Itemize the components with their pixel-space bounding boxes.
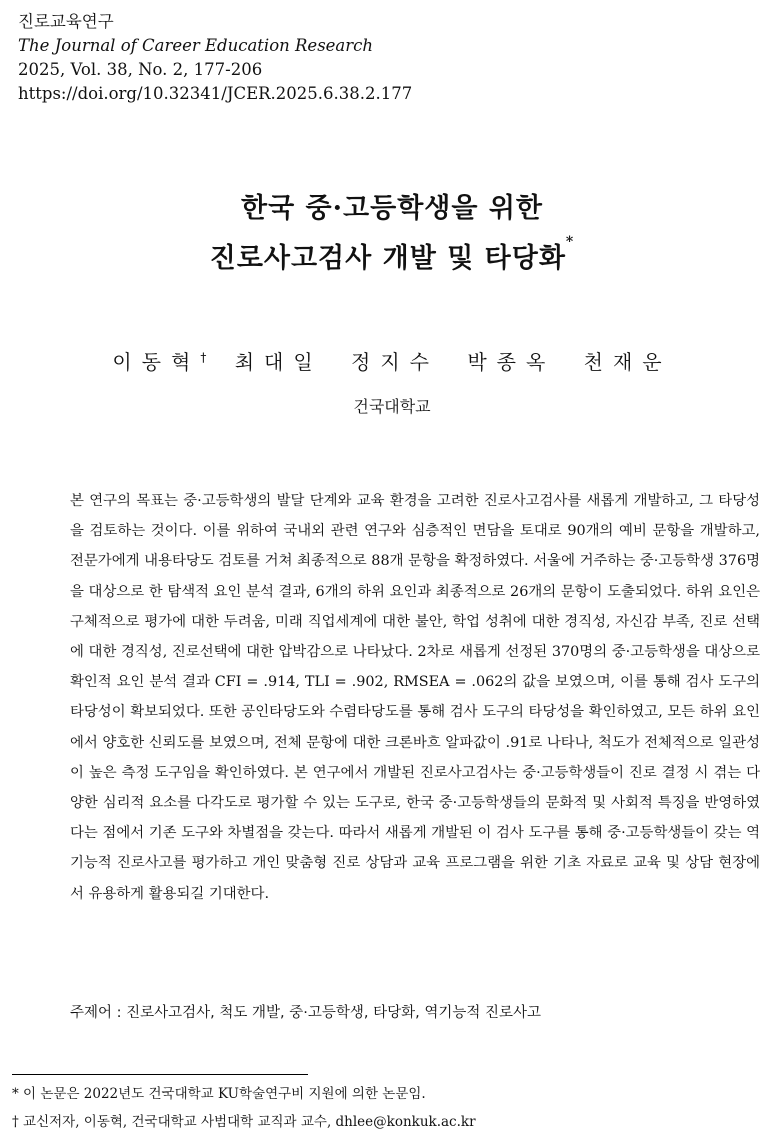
paper-title-line-1: 한국 중·고등학생을 위한 [240, 193, 544, 224]
journal-header [18, 10, 412, 106]
author-name: 정지수 [351, 350, 439, 374]
author-name: 이동혁† [112, 350, 207, 374]
journal-name-korean: 진로교육연구 [18, 12, 114, 31]
funding-footnote: * 이 논문은 2022년도 건국대학교 KU학술연구비 지원에 의한 논문임. [12, 1086, 426, 1102]
footnote-divider [12, 1074, 308, 1075]
journal-volume: 2025, Vol. 38, No. 2, 177-206 [18, 60, 263, 79]
paper-title-text: 진로사고검사 개발 및 타당화 [209, 243, 566, 274]
title-footnote-mark: * [565, 234, 575, 250]
doi-link[interactable]: https://doi.org/10.32341/JCER.2025.6.38.2.177 [18, 84, 413, 103]
journal-name-english: The Journal of Career Education Research [18, 36, 374, 55]
corresponding-author-mark: † [200, 350, 207, 365]
author-name: 천재운 [583, 350, 672, 374]
paper-title-line-2 [0, 236, 784, 275]
author-name: 박종옥 [467, 350, 556, 374]
abstract-body: 본 연구의 목표는 중·고등학생의 발달 단계와 교육 환경을 고려한 진로사고검사를 새롭게 개발하고, 그 타당성을 검토하는 것이다. 이를 위하여 국내외 관련 연구와 심층적인 면담을 토대로 90개의 예비 문항을 개발하고, 전문가에게 내용타당도 검토를 거쳐 최종적으로 88개 문항을 확정하였다. 서울에 거주하는 중·고등학생 376명을 대상으로 한 탐색적 요인 분석 결과, 6개의 하위 요인과 최종적으로 26개의 문항이 도출되었다. 하위 요인은 구체적으로 평가에 대한 두려움, 미래 직업세계에 대한 불안, 학업 성취에 대한 경직성, 자신감 부족, 진로 선택에 대한 경직성, 진로선택에 대한 압박감으로 나타났다. 2차로 새롭게 선정된 370명의 중·고등학생을 대상으로 확인적 요인 분석 결과 CFI = .914, TLI = .902, RMSEA = .062의 값을 보였으며, 이를 통해 검사 도구의 타당성이 확보되었다. 또한 공인타당도와 수렴타당도를 통해 검사 도구의 타당성을 확인하였고, 모든 하위 요인에서 양호한 신뢰도를 보였으며, 전체 문항에 대한 크론바흐 알파값이 .91로 나타나, 척도가 전체적으로 일관성이 높은 측정 도구임을 확인하였다. 본 연구에서 개발된 진로사고검사는 중·고등학생들이 진로 결정 시 겪는 다양한 심리적 요소를 다각도로 평가할 수 있는 도구로, 한국 중·고등학생들의 문화적 및 사회적 특징을 반영하였다는 점에서 기존 도구와 차별점을 갖는다. 따라서 새롭게 개발된 이 검사 도구를 통해 중·고등학생들이 갖는 역기능적 진로사고를 평가하고 개인 맞춤형 진로 상담과 교육 프로그램을 위한 기초 자료로 교육 및 상담 현장에서 유용하게 활용되길 기대한다. [70, 493, 760, 902]
keywords: 주제어 : 진로사고검사, 척도 개발, 중·고등학생, 타당화, 역기능적 진로사고 [70, 1005, 542, 1021]
author-name: 최대일 [234, 350, 323, 374]
corresponding-author-footnote: † 교신저자, 이동혁, 건국대학교 사범대학 교직과 교수, dhlee@konkuk.ac.kr [12, 1114, 476, 1130]
author-list [0, 346, 784, 375]
affiliation: 건국대학교 [353, 397, 431, 416]
